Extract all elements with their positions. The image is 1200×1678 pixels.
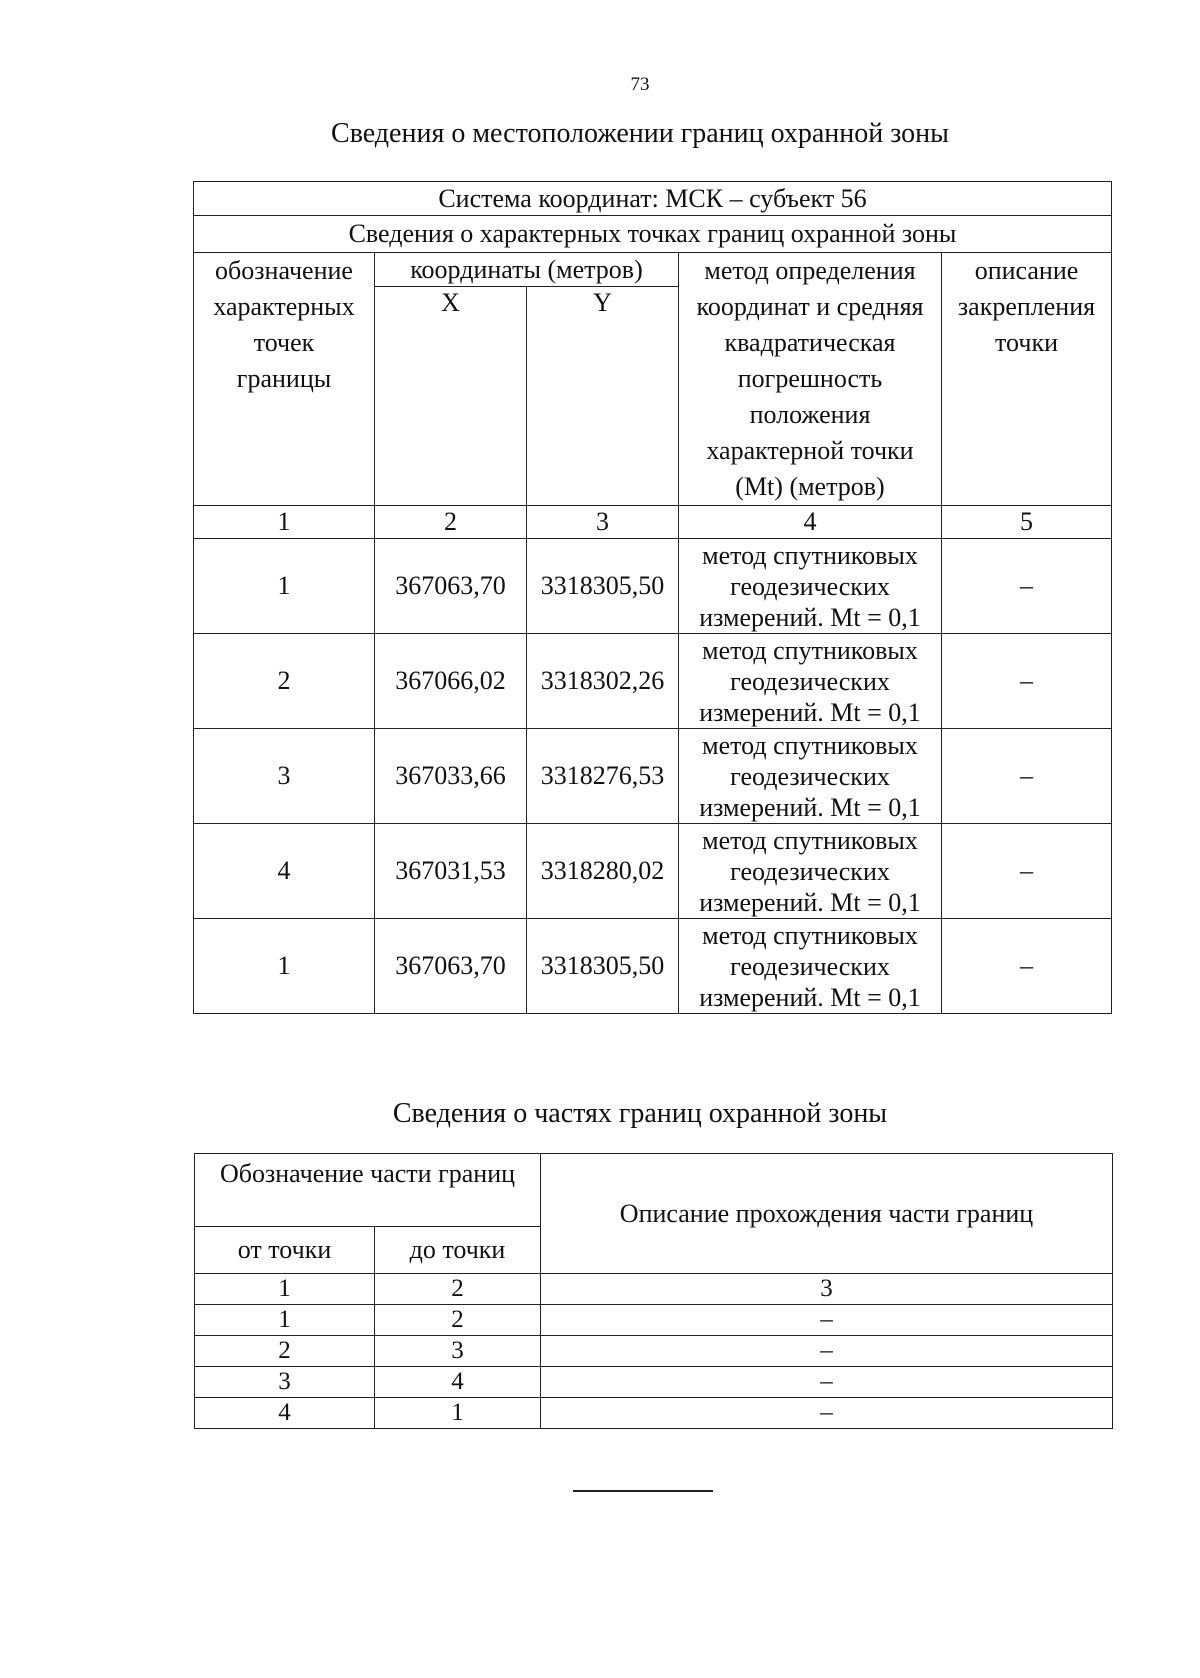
y-coordinate: 3318280,02: [527, 824, 679, 919]
header-line: точек: [253, 328, 315, 357]
method-line: измерений. Mt = 0,1: [699, 887, 921, 917]
header-from: от точки: [195, 1227, 375, 1274]
x-coordinate: 367063,70: [375, 539, 527, 634]
coord-system: Система координат: МСК – субъект 56: [194, 182, 1112, 216]
x-coordinate: 367063,70: [375, 919, 527, 1014]
table-row: [195, 1367, 1113, 1398]
header-line: характерной точки: [706, 436, 914, 465]
header-line: границы: [236, 364, 332, 393]
table-row: [195, 1305, 1113, 1336]
method-line: метод спутниковых: [702, 825, 918, 855]
header-line: описание: [974, 256, 1079, 285]
header-designation: [194, 253, 375, 506]
header-line: (Mt) (метров): [735, 472, 885, 501]
table-row: [194, 634, 1112, 729]
point-id: 4: [194, 824, 375, 919]
method-cell: [679, 634, 942, 729]
column-number: 1: [195, 1274, 375, 1305]
method-cell: [679, 729, 942, 824]
header-coordinates: координаты (метров): [375, 253, 679, 287]
y-coordinate: 3318305,50: [527, 919, 679, 1014]
header-line: обозначение: [215, 256, 353, 285]
method-line: геодезических: [730, 571, 890, 601]
parts-table: [194, 1153, 1113, 1429]
header-line: метод определения: [704, 256, 916, 285]
method-cell: [679, 919, 942, 1014]
x-coordinate: 367031,53: [375, 824, 527, 919]
page-number: 73: [630, 74, 650, 95]
method-line: измерений. Mt = 0,1: [699, 697, 921, 727]
y-coordinate: 3318276,53: [527, 729, 679, 824]
column-number: 1: [194, 506, 375, 539]
method-line: геодезических: [730, 951, 890, 981]
points-section-title: Сведения о местоположении границ охранной зоны: [331, 118, 949, 149]
to-point: 1: [375, 1398, 541, 1429]
header-description: Описание прохождения части границ: [541, 1154, 1113, 1274]
table-row: [194, 539, 1112, 634]
to-point: 2: [375, 1305, 541, 1336]
header-to: до точки: [375, 1227, 541, 1274]
part-description: –: [541, 1398, 1113, 1429]
method-line: метод спутниковых: [702, 920, 918, 950]
column-number: 4: [679, 506, 942, 539]
column-number: 2: [375, 1274, 541, 1305]
header-method: [679, 253, 942, 506]
method-line: метод спутниковых: [702, 540, 918, 570]
method-line: метод спутниковых: [702, 635, 918, 665]
table-row: [194, 729, 1112, 824]
from-point: 2: [195, 1336, 375, 1367]
description-cell: –: [942, 919, 1112, 1014]
x-coordinate: 367033,66: [375, 729, 527, 824]
end-divider: [573, 1490, 713, 1492]
method-line: измерений. Mt = 0,1: [699, 602, 921, 632]
to-point: 3: [375, 1336, 541, 1367]
from-point: 3: [195, 1367, 375, 1398]
column-number: 2: [375, 506, 527, 539]
part-description: –: [541, 1336, 1113, 1367]
description-cell: –: [942, 539, 1112, 634]
header-line: положения: [749, 400, 871, 429]
method-line: метод спутниковых: [702, 730, 918, 760]
method-line: геодезических: [730, 856, 890, 886]
method-cell: [679, 539, 942, 634]
table-row: [195, 1336, 1113, 1367]
y-coordinate: 3318302,26: [527, 634, 679, 729]
method-line: геодезических: [730, 761, 890, 791]
method-line: измерений. Mt = 0,1: [699, 982, 921, 1012]
points-table-subtitle: Сведения о характерных точках границ охранной зоны: [194, 216, 1112, 253]
description-cell: –: [942, 634, 1112, 729]
y-coordinate: 3318305,50: [527, 539, 679, 634]
from-point: 4: [195, 1398, 375, 1429]
point-id: 2: [194, 634, 375, 729]
header-line: характерных: [213, 292, 355, 321]
header-line: погрешность: [737, 364, 883, 393]
point-id: 1: [194, 539, 375, 634]
header-line: точки: [995, 328, 1058, 357]
header-x: X: [375, 287, 527, 506]
method-line: измерений. Mt = 0,1: [699, 792, 921, 822]
table-row: [194, 824, 1112, 919]
point-id: 3: [194, 729, 375, 824]
part-description: –: [541, 1367, 1113, 1398]
header-line: закрепления: [957, 292, 1096, 321]
table-row: [194, 919, 1112, 1014]
table-row: [195, 1398, 1113, 1429]
column-number: 3: [541, 1274, 1113, 1305]
parts-section-title: Сведения о частях границ охранной зоны: [392, 1098, 888, 1129]
points-table: [193, 181, 1112, 1014]
point-id: 1: [194, 919, 375, 1014]
x-coordinate: 367066,02: [375, 634, 527, 729]
part-description: –: [541, 1305, 1113, 1336]
description-cell: –: [942, 729, 1112, 824]
method-line: геодезических: [730, 666, 890, 696]
header-line: координат и средняя: [696, 292, 924, 321]
column-number: 5: [942, 506, 1112, 539]
to-point: 4: [375, 1367, 541, 1398]
from-point: 1: [195, 1305, 375, 1336]
header-y: Y: [527, 287, 679, 506]
header-description: [942, 253, 1112, 506]
description-cell: –: [942, 824, 1112, 919]
method-cell: [679, 824, 942, 919]
header-designation: Обозначение части границ: [195, 1154, 541, 1227]
column-number: 3: [527, 506, 679, 539]
header-line: квадратическая: [724, 328, 896, 357]
